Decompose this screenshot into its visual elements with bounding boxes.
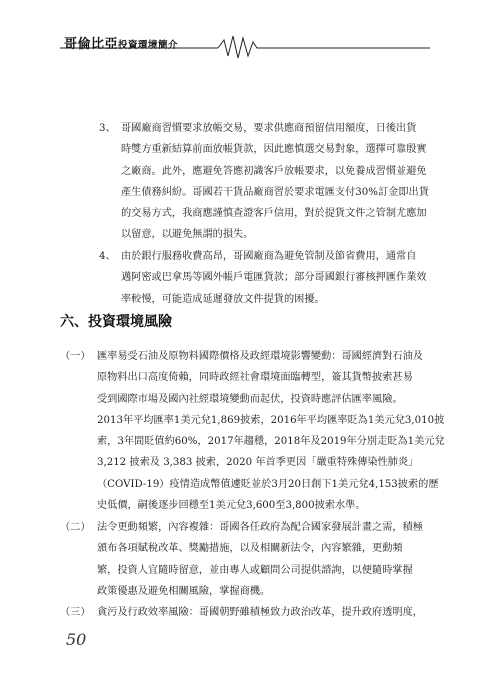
text-line: 3,212 披索及 3,383 披索，2020 年首季更因「嚴重特殊傳染性肺炎」 [97,457,419,469]
header-title-country: 哥倫比亞 [64,37,119,52]
paragraph-label: （三） [60,607,91,618]
text-line: 原物料出口高度倚賴，同時政經社會環境面臨轉型，簽其貨幣披索甚易 [97,372,413,384]
text-line: 匯率易受石油及原物料國際價格及政經環境影響變動：哥國經濟對石油及 [97,351,423,362]
paragraph-2 [60,517,423,602]
paragraph-label: （二） [60,522,91,533]
text-line: 時雙方重新結算前面放帳貨款，因此應慎選交易對象，選擇可靠殷實 [121,144,427,156]
paragraph-label: （一） [60,351,91,362]
list-item-number: 4、 [99,251,116,262]
text-line: 頒布各項賦稅改革、獎勵措施，以及相關新法令，內容繁雜，更動頻 [97,543,403,555]
text-line: 2013年平均匯率1美元兌1,869披索，2016年平均匯率貶為1美元兌3,010披 [97,414,445,426]
paragraph-3 [60,602,423,623]
page-number: 50 [66,630,87,649]
paragraph-1 [60,346,445,516]
text-line: 由於銀行服務收費高昂，哥國廠商為避免管制及節省費用，通常自 [121,251,417,262]
list-item-3 [99,118,429,246]
text-line: 貪污及行政效率風險：哥國朝野雖積極致力政治改革，提升政府透明度， [97,607,423,618]
text-line: 的交易方式，我商應謹慎查證客戶信用，對於提貨文件之管制尤應加 [121,208,427,220]
text-line: 之廠商。此外，應避免答應初識客戶放帳要求，以免養成習慣並避免 [121,165,427,177]
text-line: （COVID-19）疫情造成幣值遽貶並於3月20日創下1美元兌4,153披索的歷 [97,478,439,490]
text-line: 率較慢，可能造成延遲發放文件提貨的困擾。 [121,293,325,305]
text-line: 繁，投資人宜隨時留意，並由專人或顧問公司提供諮詢，以便隨時掌握 [97,564,413,576]
section-heading: 六、投資環境風險 [60,314,172,330]
page-header [0,30,480,66]
text-line: 受到國際市場及國內社經環境變動而起伏，投資時應評估匯率風險。 [97,393,403,405]
text-line: 史低價，嗣後逐步回穩至1美元兌3,600至3,800披索水準。 [97,500,366,512]
text-line: 政策優惠及避免相關風險，掌握商機。 [97,585,271,597]
text-line: 法令更動頻繁，內容複雜：哥國各任政府為配合國家發展計畫之需，積極 [97,522,423,533]
text-line: 哥國廠商習慣要求放帳交易，要求供應商預留信用額度，日後出貨 [121,123,417,134]
text-line: 產生債務糾紛。哥國若干貨品廠商習於要求電匯支付30%訂金即出貨 [121,186,429,198]
list-item-number: 3、 [99,123,116,134]
text-line: 邁阿密或巴拿馬等國外帳戶電匯貨款；部分哥國銀行審核押匯作業效 [121,272,427,284]
list-item-4 [99,246,427,310]
text-line: 索，3年間貶值約60%，2017年趨穩，2018年及2019年分別走貶為1美元兌 [97,436,445,448]
text-line: 以留意，以避免無謂的損失。 [121,229,254,241]
header-title-subtitle: 投資環境簡介 [118,40,179,51]
header-title [64,33,178,52]
